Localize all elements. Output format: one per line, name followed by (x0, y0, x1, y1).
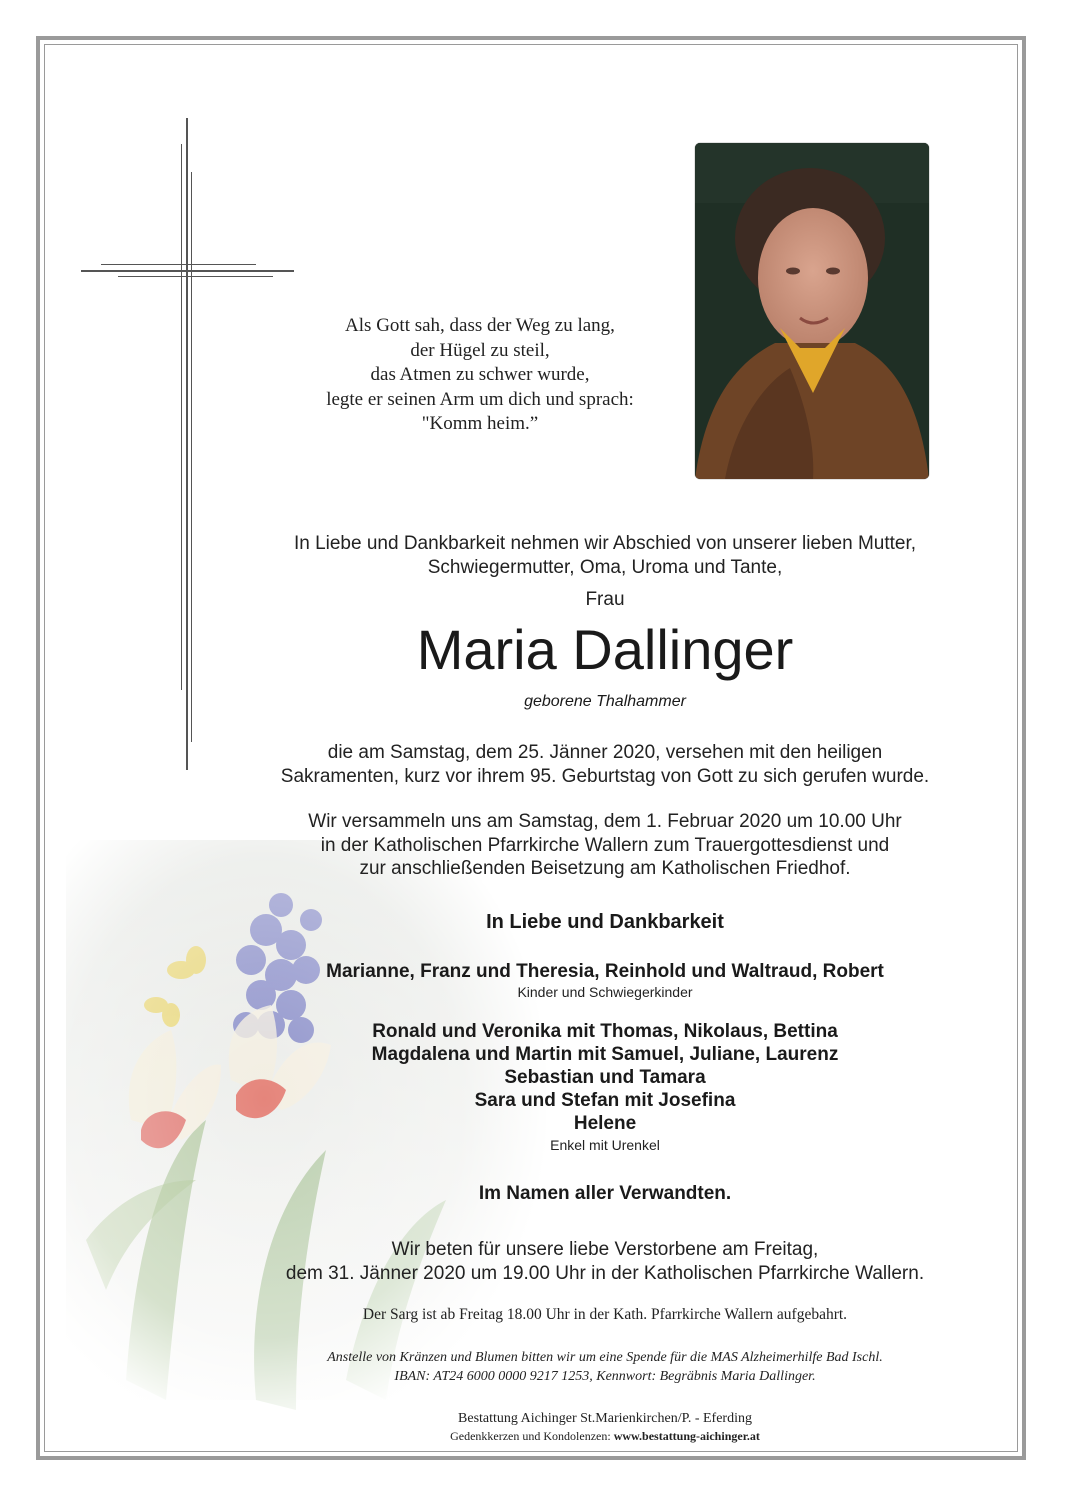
grandchildren-line: Ronald und Veronika mit Thomas, Nikolaus, Bettina (372, 1021, 838, 1042)
donation-line: IBAN: AT24 6000 0000 9217 1253, Kennwort: Begräbnis Maria Dallinger. (394, 1369, 816, 1384)
intro-line: Schwiegermutter, Oma, Uroma und Tante, (427, 556, 783, 578)
poem-line: "Komm heim.” (421, 413, 539, 434)
poem (270, 314, 690, 437)
grandchildren-line: Magdalena und Martin mit Samuel, Juliane, Laurenz (371, 1044, 839, 1065)
viewing-info: Der Sarg ist ab Freitag 18.00 Uhr in der Kath. Pfarrkirche Wallern aufgebahrt. (362, 1306, 848, 1323)
prayer-line: Wir beten für unsere liebe Verstorbene am Freitag, (391, 1239, 819, 1260)
poem-line: legte er seinen Arm um dich und sprach: (326, 388, 634, 410)
prayer-line: dem 31. Jänner 2020 um 19.00 Uhr in der Katholischen Pfarrkirche Wallern. (285, 1262, 925, 1284)
website-link[interactable]: www.bestattung-aichinger.at (613, 1429, 760, 1443)
mourners-heading: In Liebe und Dankbarkeit (486, 911, 724, 933)
death-notice (160, 741, 1050, 788)
deceased-name: Maria Dallinger (416, 618, 794, 681)
death-notice-line: Sakramenten, kurz vor ihrem 95. Geburtstag von Gott zu sich gerufen wurde. (280, 765, 930, 787)
children-label: Kinder und Schwiegerkinder (517, 984, 693, 1000)
condolence-label: Gedenkkerzen und Kondolenzen: (450, 1429, 611, 1443)
children-names: Marianne, Franz und Theresia, Reinhold und Waltraud, Robert (326, 961, 884, 982)
grandchildren-line: Helene (573, 1113, 637, 1134)
grandchildren-list (160, 1020, 1050, 1135)
relatives-line: Im Namen aller Verwandten. (478, 1183, 732, 1204)
grandchildren-label: Enkel mit Urenkel (550, 1137, 660, 1153)
service-line: zur anschließenden Beisetzung am Katholischen Friedhof. (359, 858, 851, 879)
prayer-info (160, 1238, 1050, 1285)
service-line: in der Katholischen Pfarrkirche Wallern zum Trauergottesdienst und (320, 834, 890, 856)
birth-name: geborene Thalhammer (524, 693, 686, 710)
poem-line: Als Gott sah, dass der Weg zu lang, (345, 315, 615, 336)
condolence-line (160, 1428, 1050, 1444)
grandchildren-line: Sebastian und Tamara (504, 1067, 706, 1088)
intro-text (160, 532, 1050, 579)
grandchildren-line: Sara und Stefan mit Josefina (474, 1090, 736, 1111)
funeral-home: Bestattung Aichinger St.Marienkirchen/P. - Eferding (458, 1411, 752, 1426)
death-notice-line: die am Samstag, dem 25. Jänner 2020, versehen mit den heiligen (327, 742, 883, 763)
intro-line: In Liebe und Dankbarkeit nehmen wir Abschied von unserer lieben Mutter, (293, 533, 917, 554)
salutation: Frau (585, 589, 625, 610)
donation-line: Anstelle von Kränzen und Blumen bitten wir um eine Spende für die MAS Alzheimerhilfe Bad Ischl. (327, 1350, 883, 1365)
poem-line: das Atmen zu schwer wurde, (370, 364, 590, 385)
poem-line: der Hügel zu steil, (410, 339, 550, 361)
donation-info (160, 1348, 1050, 1386)
service-info (160, 810, 1050, 881)
portrait-photo (695, 143, 929, 479)
service-line: Wir versammeln uns am Samstag, dem 1. Februar 2020 um 10.00 Uhr (308, 811, 902, 832)
